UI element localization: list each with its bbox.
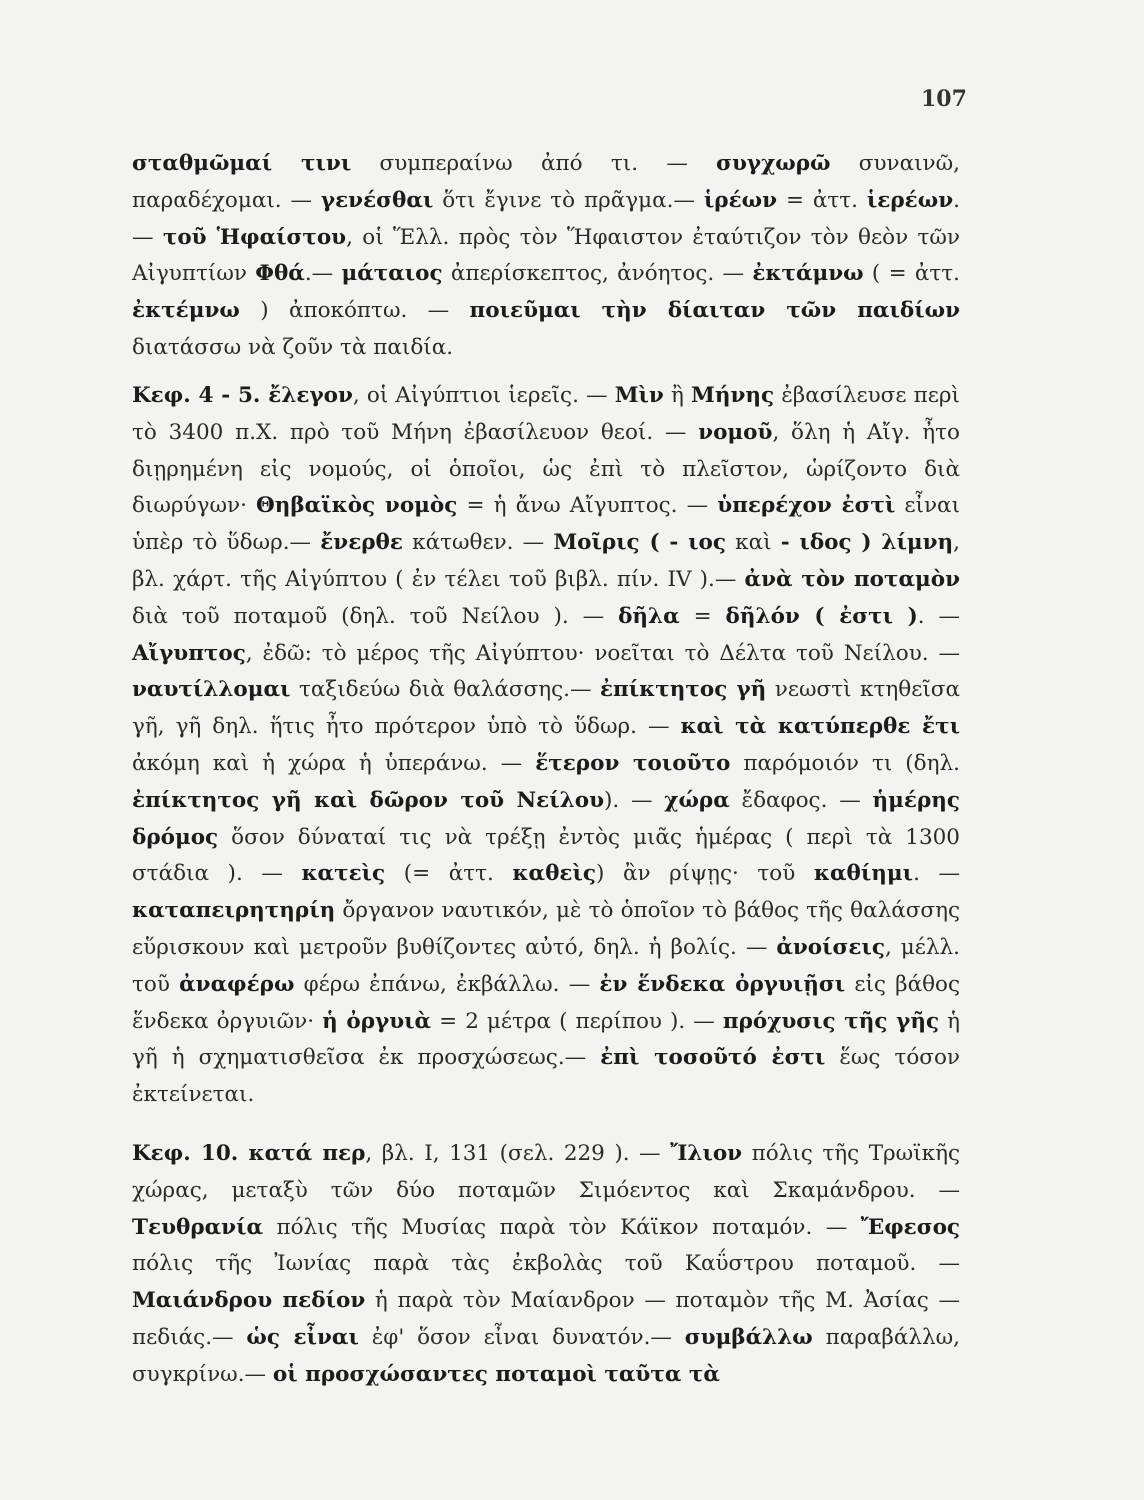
gloss-text: παραβάλλω, συγκρίνω.— <box>132 1324 960 1387</box>
gloss-text: = <box>679 603 726 629</box>
headword: Μαιάνδρου πεδίον <box>132 1288 366 1314</box>
gloss-text: ἐβασίλευσε περὶ τὸ 3400 π.Χ. πρὸ τοῦ Μήνη ἐβασίλευον θεοί. — <box>132 383 960 445</box>
gloss-text: φέρω ἐπάνω, ἐκβάλλω. — <box>294 971 600 997</box>
headword: ναυτίλλομαι <box>132 677 291 703</box>
headword: ἐπὶ τοσοῦτό ἐστι <box>600 1045 826 1071</box>
headword: δῆλα <box>618 603 680 629</box>
gloss-text: ἢ <box>663 383 692 408</box>
gloss-text: καὶ <box>726 530 781 556</box>
gloss-text: ( = ἀττ. <box>863 261 961 287</box>
gloss-text: (= ἀττ. <box>385 861 513 887</box>
headword: Μὶν <box>614 383 664 408</box>
headword: Φθά <box>255 261 305 287</box>
headword: Αἴγυπτος <box>132 640 246 666</box>
gloss-text: ὄργανον ναυτικόν, μὲ τὸ ὁποῖον τὸ βάθος τῆς θαλάσσης εὕρισκουν καὶ μετροῦν βυθίζοντες αὐτό, δηλ. ἡ βολίς. — <box>132 898 960 960</box>
page-number: 107 <box>921 86 967 112</box>
headword: χώρα <box>664 787 730 813</box>
headword: καθίημι <box>813 861 914 887</box>
headword: γενέσθαι <box>320 187 434 213</box>
headword: συγχωρῶ <box>716 151 831 176</box>
gloss-text: ἡ παρὰ τὸν Μαίανδρον — ποταμὸν τῆς Μ. Ἀσίας — πεδιάς.— <box>132 1288 960 1350</box>
headword: Ἴλιον <box>670 1141 743 1166</box>
gloss-text: ἀκόμη καὶ ἡ χώρα ἡ ὑπεράνω. — <box>132 750 536 776</box>
headword: μάταιος <box>341 261 443 287</box>
headword: νομοῦ <box>698 419 773 445</box>
headword: Ἔφεσος <box>860 1214 960 1240</box>
headword: καθεὶς <box>512 861 596 887</box>
headword: ἔνερθε <box>320 530 403 556</box>
headword: τοῦ Ἡφαίστου <box>162 224 347 250</box>
headword: Μοῖρις ( - ιος <box>553 530 726 556</box>
gloss-text: .— <box>304 261 342 287</box>
gloss-text: παρόμοιόν τι (δηλ. <box>730 750 960 776</box>
paragraph-glossary-1 <box>132 146 960 367</box>
gloss-text: ὅτι ἔγινε τὸ πρᾶγμα.— <box>433 187 704 213</box>
headword: καὶ τὰ κατύπερθε ἔτι <box>680 714 960 740</box>
gloss-text: . — <box>913 861 960 887</box>
headword: ἐκτάμνω <box>752 261 864 287</box>
gloss-text: νεωστὶ κτηθεῖσα γῆ, γῆ δηλ. ἥτις ἦτο πρότερον ὑπὸ τὸ ὕδωρ. — <box>132 677 960 740</box>
gloss-text: , βλ. I, 131 (σελ. 229 ). — <box>365 1141 671 1166</box>
gloss-text: = ἀττ. <box>777 187 867 213</box>
headword: κατεὶς <box>301 861 386 887</box>
headword: - ιδος ) λίμνη <box>780 530 954 556</box>
gloss-text: συναινῶ, παραδέχομαι. — <box>132 151 960 213</box>
headword: ἱερέων <box>866 187 954 213</box>
headword: Κεφ. 10. κατά περ <box>132 1141 366 1166</box>
headword: Τευθρανία <box>132 1214 264 1240</box>
gloss-text: συμπεραίνω ἀπό τι. — <box>351 151 717 176</box>
headword: ἡ ὀργυιὰ <box>322 1008 432 1034</box>
gloss-text: , ὅλη ἡ Αἴγ. ἦτο διῃρημένη εἰς νομούς, οἱ ὁποῖοι, ὡς ἐπὶ τὸ πλεῖστον, ὡρίζοντο διὰ διωρύγων· <box>132 419 960 519</box>
headword: ἱρέων <box>703 187 778 213</box>
gloss-text: πόλις τῆς Μυσίας παρὰ τὸν Κάϊκον ποταμόν. — <box>263 1214 861 1240</box>
gloss-text: , βλ. χάρτ. τῆς Αἰγύπτου ( ἐν τέλει τοῦ βιβλ. πίν. IV ).— <box>132 530 960 592</box>
headword: ποιεῦμαι τὴν δίαιταν τῶν παιδίων <box>469 298 961 324</box>
paragraph-chapter-10 <box>132 1136 960 1394</box>
headword: σταθμῶμαί τινι <box>132 151 352 176</box>
headword: Κεφ. 4 - 5. ἔλεγον <box>132 383 353 408</box>
gloss-text: ἕως τόσον ἐκτείνεται. <box>132 1045 960 1108</box>
headword: ἀναφέρω <box>179 971 295 997</box>
headword: ἐπίκτητος γῆ <box>599 677 767 703</box>
gloss-text: ). — <box>603 787 665 813</box>
headword: ἀνὰ τὸν ποταμὸν <box>744 566 960 592</box>
gloss-text: , οἱ Ἕλλ. πρὸς τὸν Ἥφαιστον ἐταύτιζον τὸν θεὸν τῶν Αἰγυπτίων <box>132 224 960 287</box>
headword: ἕτερον τοιοῦτο <box>535 750 731 776</box>
gloss-text: εἰς βάθος ἕνδεκα ὀργυιῶν· <box>132 971 961 1034</box>
gloss-text: ὅσον δύναταί τις νὰ τρέξῃ ἐντὸς μιᾶς ἡμέρας ( περὶ τὰ 1300 στάδια ). — <box>132 824 960 887</box>
headword: ἀνοίσεις <box>776 934 885 960</box>
headword: συμβάλλω <box>684 1324 813 1350</box>
gloss-text: ταξιδεύω διὰ θαλάσσης.— <box>290 677 600 703</box>
gloss-text: .— <box>132 187 960 250</box>
gloss-text: ἡ γῆ ἡ σχηματισθεῖσα ἐκ προσχώσεως.— <box>132 1008 961 1071</box>
gloss-text: = 2 μέτρα ( περίπου ). — <box>431 1008 723 1034</box>
gloss-text: εἶναι ὑπὲρ τὸ ὕδωρ.— <box>132 493 960 556</box>
headword: ἐν ἕνδεκα ὀργυιῇσι <box>599 971 846 997</box>
gloss-text: ἔδαφος. — <box>729 787 873 813</box>
gloss-text: διὰ τοῦ ποταμοῦ (δηλ. τοῦ Νείλου ). — <box>132 603 619 629</box>
gloss-text: ἐφ' ὅσον εἶναι δυνατόν.— <box>358 1324 685 1350</box>
gloss-text: πόλις τῆς Ἰωνίας παρὰ τὰς ἐκβολὰς τοῦ Καΰστρου ποταμοῦ. — <box>132 1251 960 1277</box>
gloss-text: πόλις τῆς Τρωϊκῆς χώρας, μεταξὺ τῶν δύο ποταμῶν Σιμόεντος καὶ Σκαμάνδρου. — <box>132 1141 960 1203</box>
headword: ἐκτέμνω <box>132 298 240 324</box>
gloss-text: . — <box>917 603 961 629</box>
gloss-text: ἀπερίσκεπτος, ἀνόητος. — <box>442 261 753 287</box>
headword: οἱ προσχώσαντες ποταμοὶ ταῦτα τὰ <box>272 1361 720 1387</box>
headword: καταπειρητηρίη <box>132 898 336 924</box>
gloss-text: ) ἀποκόπτω. — <box>239 298 470 324</box>
headword: ὡς εἶναι <box>246 1324 359 1350</box>
gloss-text: κάτωθεν. — <box>402 530 554 556</box>
headword: δῆλόν ( ἐστι ) <box>725 603 918 629</box>
gloss-text: = ἡ ἄνω Αἴγυπτος. — <box>457 493 718 519</box>
gloss-text: ) ἂν ρίψῃς· τοῦ <box>596 861 814 887</box>
paragraph-chapter-4-5 <box>132 378 960 1114</box>
headword: ἡμέρης δρόμος <box>132 787 960 850</box>
headword: Θηβαϊκὸς νομὸς <box>256 493 458 519</box>
headword: πρόχυσις τῆς γῆς <box>722 1008 940 1034</box>
headword: ἐπίκτητος γῆ καὶ δῶρον τοῦ Νείλου <box>132 787 604 813</box>
gloss-text: , ἐδῶ: τὸ μέρος τῆς Αἰγύπτου· νοεῖται τὸ Δέλτα τοῦ Νείλου. — <box>245 640 960 666</box>
gloss-text: διατάσσω νὰ ζοῦν τὰ παιδία. <box>132 334 454 360</box>
gloss-text: , οἱ Αἰγύπτιοι ἱερεῖς. — <box>352 383 615 408</box>
headword: ὑπερέχον ἐστὶ <box>717 493 896 519</box>
gloss-text: , μέλλ. τοῦ <box>132 934 960 997</box>
headword: Μήνης <box>691 383 775 408</box>
